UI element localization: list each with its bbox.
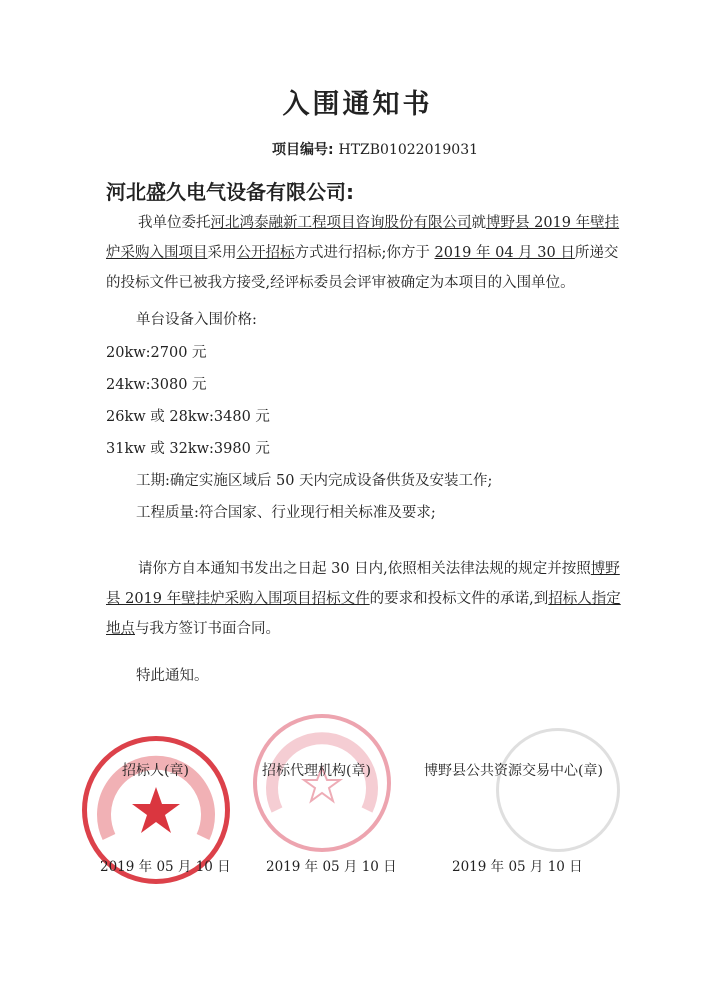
agency-name: 河北鸿泰融新工程项目咨询股份有限公司 xyxy=(210,215,472,231)
faint-seal xyxy=(496,728,620,852)
signature-date: 2019 年 05 月 10 日 xyxy=(452,859,583,875)
project-number-label: 项目编号: xyxy=(272,142,334,158)
price-item: 31kw 或 32kw:3980 元 xyxy=(106,441,270,457)
signature-label: 博野县公共资源交易中心(章) xyxy=(424,763,603,779)
document-title: 入围通知书 xyxy=(282,89,433,120)
contract-text-1: 请你方自本通知书发出之日起 30 日内,依照相关法律法规的规定并按照 xyxy=(138,561,591,577)
tender-document-name: 博野县 2019 年壁挂炉采购入围项目招标文件 xyxy=(106,561,620,607)
price-item: 24kw:3080 元 xyxy=(106,377,207,393)
intro-text-2: 就 xyxy=(471,215,486,231)
price-heading: 单台设备入围价格: xyxy=(136,312,257,328)
signature-date: 2019 年 05 月 10 日 xyxy=(100,859,231,875)
contract-text-2: 的要求和投标文件的承诺,到 xyxy=(369,591,549,607)
paragraph-intro xyxy=(106,208,626,298)
price-item: 20kw:2700 元 xyxy=(106,345,207,361)
intro-text-4: 方式进行招标;你方于 xyxy=(294,245,435,261)
contract-text-3: 与我方签订书面合同。 xyxy=(135,621,280,637)
quality-requirement: 工程质量:符合国家、行业现行相关标准及要求; xyxy=(136,505,436,521)
signature-date: 2019 年 05 月 10 日 xyxy=(266,859,397,875)
intro-text-1: 我单位委托 xyxy=(138,215,211,231)
agency-seal xyxy=(253,714,391,852)
signature-label: 招标人(章) xyxy=(122,763,189,779)
project-number xyxy=(272,139,478,159)
closing-text: 特此通知。 xyxy=(136,668,209,684)
submission-date: 2019 年 04 月 30 日 xyxy=(434,245,575,261)
intro-text-5: 所递交的投标文件已被我方接受,经评标委员会评审被确定为本项目的入围单位。 xyxy=(106,245,619,291)
recipient-company: 河北盛久电气设备有限公司: xyxy=(106,180,354,204)
tender-method: 公开招标 xyxy=(236,245,295,261)
work-period: 工期:确定实施区域后 50 天内完成设备供货及安装工作; xyxy=(136,473,493,489)
project-name: 博野县 2019 年壁挂炉采购入围项目 xyxy=(106,215,620,261)
intro-text-3: 采用 xyxy=(207,245,237,261)
paragraph-contract xyxy=(106,554,626,644)
signing-place: 招标人指定地点 xyxy=(106,591,621,637)
price-item: 26kw 或 28kw:3480 元 xyxy=(106,409,270,425)
project-number-value: HTZB01022019031 xyxy=(338,142,479,158)
signature-label: 招标代理机构(章) xyxy=(262,763,371,779)
